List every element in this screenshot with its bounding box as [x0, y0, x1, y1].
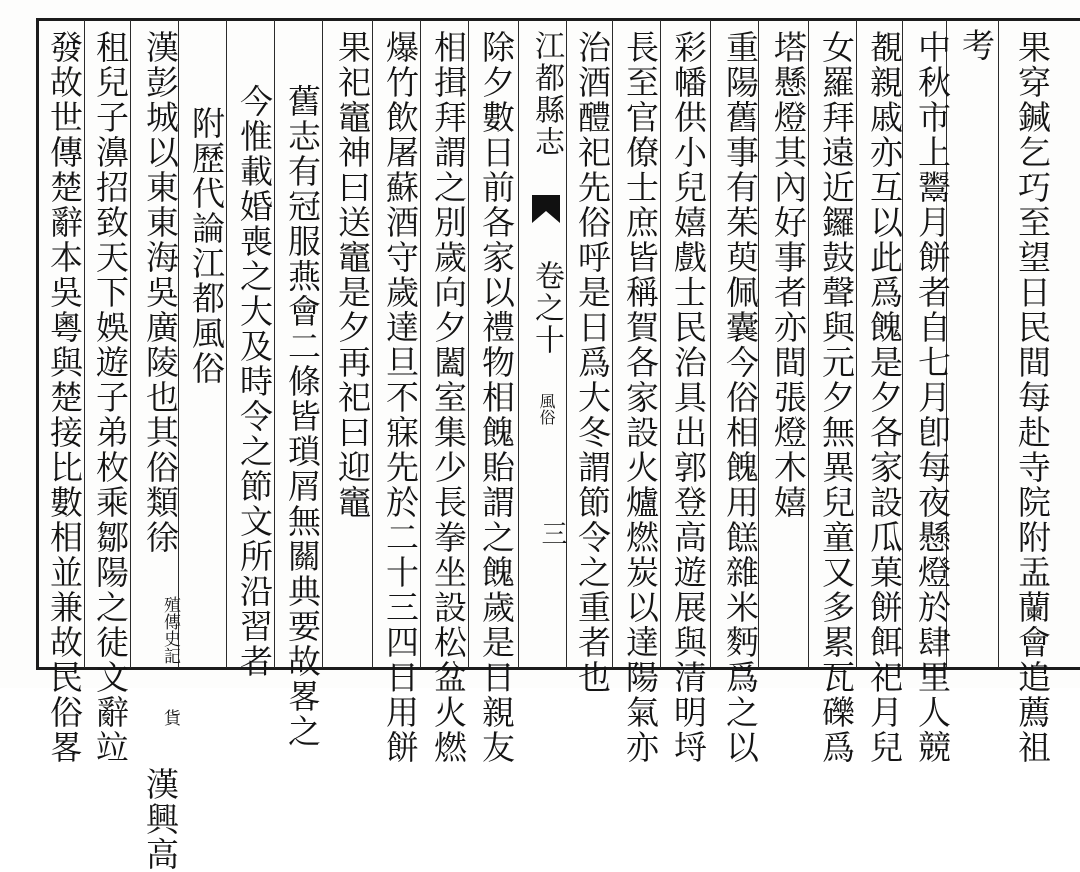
- column-rule: [808, 20, 809, 668]
- fishtail-mark: [534, 195, 562, 223]
- column-rule: [518, 20, 519, 668]
- text-column-16: 今惟載婚喪之大及時令之節文所沿習者: [235, 84, 274, 679]
- column-rule: [226, 20, 227, 668]
- text-column-2: 考: [957, 28, 996, 63]
- text-column-5: 女羅拜遠近鑼鼓聲與元夕無異兒童又多累瓦礫爲: [817, 30, 856, 765]
- text-column-14: 果祀竈神曰送竈是夕再祀曰迎竈: [333, 30, 372, 520]
- column-rule: [274, 20, 275, 668]
- text-column-7: 重陽舊事有茱萸佩囊今俗相餽用餻雜米麪爲之以: [721, 30, 760, 765]
- volume-label: 卷之十: [529, 260, 564, 356]
- column-rule: [856, 20, 857, 668]
- column-rule: [660, 20, 661, 668]
- text-column-4: 覩親戚亦互以此爲餽是夕各家設瓜菓餅餌祀月兒: [865, 30, 904, 765]
- text-column-17: 附歷代論江都風俗: [187, 106, 226, 386]
- column-rule: [612, 20, 613, 668]
- text-column-11: 除夕數日前各家以禮物相餽貽謂之餽歲是日親友: [477, 30, 516, 765]
- column-rule: [130, 20, 131, 668]
- column-rule: [566, 20, 567, 668]
- text-column-18: [142, 30, 178, 872]
- fishtail-icon: [532, 195, 560, 223]
- text-column-3: 中秋市上鬻月餅者自七月卽每夜懸燈於肆里人競: [913, 30, 952, 765]
- text-column-12: 相揖拜謂之別歲向夕闔室集少長拳坐設松盆火燃: [429, 30, 468, 765]
- inline-note: [161, 596, 178, 664]
- text-column-8: 彩幡供小兒嬉戲士民治具出郭登高遊展與清明埒: [669, 30, 708, 765]
- text-column-18-tail: 漢興高: [141, 767, 180, 872]
- text-column-20: 發故世傳楚辭本吳粵與楚接比數相並兼故民俗畧: [45, 30, 84, 765]
- column-rule: [420, 20, 421, 668]
- inline-note-2: 貨: [160, 709, 180, 726]
- text-column-19: 租兒子濞招致天下娛遊子弟枚乘鄒陽之徒文辭竝: [91, 30, 130, 765]
- text-column-13: 爆竹飲屠蘇酒守歲達旦不寐先於二十三四日用餅: [381, 30, 420, 765]
- column-rule: [998, 20, 999, 668]
- text-column-10: 治酒醴祀先俗呼是日爲大冬謂節令之重者也: [573, 30, 612, 695]
- section-label: 風俗: [537, 393, 556, 425]
- page-number: 三: [537, 520, 567, 548]
- text-column-18-main: 漢彭城以東東海吳廣陵也其俗類徐: [141, 30, 180, 555]
- text-column-15: 舊志有冠服燕會二條皆瑣屑無關典要故畧之: [283, 84, 322, 749]
- text-column-1: 果穿鍼乞巧至望日民間每赴寺院附盂蘭會追薦祖: [1013, 30, 1052, 765]
- text-column-9: 長至官僚士庶皆稱賀各家設火爐燃炭以達陽氣亦: [621, 30, 660, 765]
- text-column-6: 塔懸燈其內好事者亦間張燈木嬉: [769, 30, 808, 520]
- inline-note-right: 史記: [160, 630, 180, 664]
- center-column: [530, 30, 562, 425]
- inline-note-left: 殖傳: [160, 596, 180, 630]
- book-title: 江都縣志: [529, 30, 564, 158]
- column-rule: [372, 20, 373, 668]
- column-rule: [322, 20, 323, 668]
- column-rule: [84, 20, 85, 668]
- column-rule: [710, 20, 711, 668]
- column-rule: [468, 20, 469, 668]
